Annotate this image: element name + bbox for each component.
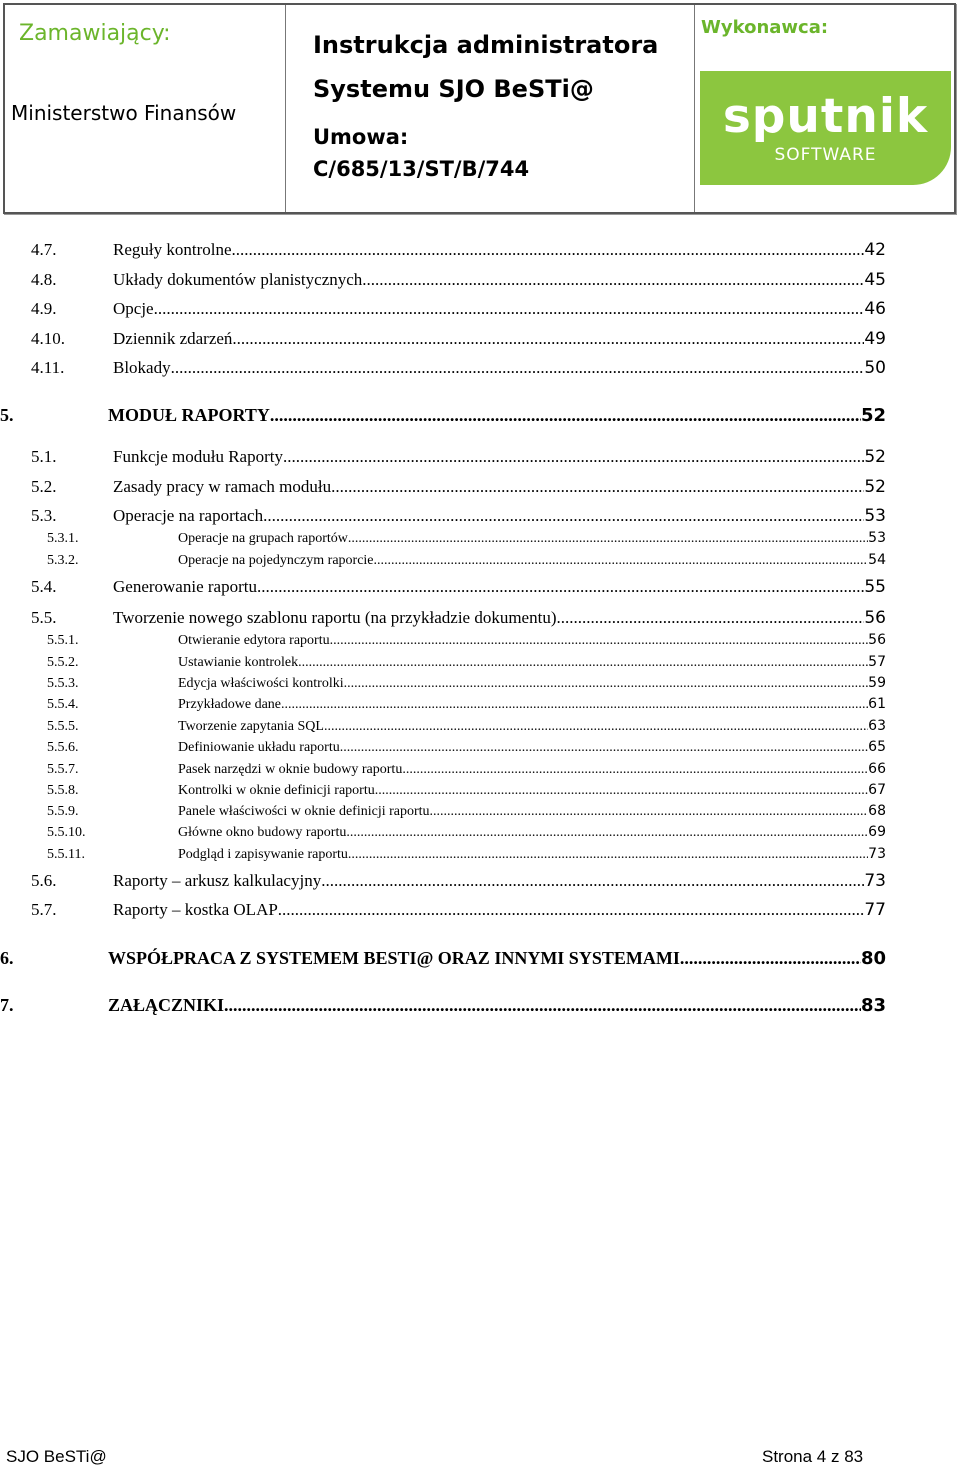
toc-entry[interactable]: 5.3. Operacje na raportach ..... 53 [31,506,886,526]
logo-wordmark: sputnik [722,89,929,144]
toc-entry[interactable]: 5.2. Zasady pracy w ramach modułu ..... 52 [31,477,886,497]
document-title-line1: Instrukcja administratora [313,31,659,59]
toc-subentry[interactable]: 5.5.8. Kontrolki w oknie definicji raportu ..... 67 [47,782,886,799]
toc-entry[interactable]: 4.7. Reguły kontrolne ..... 42 [31,240,886,260]
document-title-line2: Systemu SJO BeSTi@ [313,75,594,103]
footer-system-name: SJO BeSTi@ [6,1447,107,1466]
toc-subentry[interactable]: 5.3.1. Operacje na grupach raportów ..... 53 [47,530,886,547]
toc-subentry[interactable]: 5.5.5. Tworzenie zapytania SQL ..... 63 [47,718,886,735]
toc-entry[interactable]: 5.5. Tworzenie nowego szablonu raportu (na przykładzie dokumentu) ..... 56 [31,608,886,628]
toc-entry[interactable]: 5.1. Funkcje modułu Raporty ..... 52 [31,447,886,467]
client-name: Ministerstwo Finansów [11,101,237,125]
toc-entry[interactable]: 5.6. Raporty – arkusz kalkulacyjny ..... 73 [31,871,886,891]
document-cell [286,5,695,212]
toc-entry[interactable]: 4.11. Blokady ..... 50 [31,358,886,378]
client-cell [5,5,286,212]
client-label: Zamawiający: [19,21,171,46]
toc-subentry[interactable]: 5.5.4. Przykładowe dane ..... 61 [47,696,886,713]
contractor-label: Wykonawca: [701,17,829,38]
toc-subentry[interactable]: 5.5.1. Otwieranie edytora raportu ..... 56 [47,632,886,649]
toc-entry[interactable]: 5.4. Generowanie raportu ..... 55 [31,577,886,597]
toc-subentry[interactable]: 5.5.11. Podgląd i zapisywanie raportu ..... 73 [47,846,886,863]
toc-chapter[interactable]: 6. WSPÓŁPRACA Z SYSTEMEM BESTI@ ORAZ INNYMI SYSTEMAMI ..... 80 [0,948,886,969]
toc-subentry[interactable]: 5.5.3. Edycja właściwości kontrolki ..... 59 [47,675,886,692]
footer-page-number: Strona 4 z 83 [762,1447,864,1466]
toc-entry[interactable]: 4.8. Układy dokumentów planistycznych ..... 45 [31,270,886,290]
document-title [313,23,658,111]
toc-subentry[interactable]: 5.5.6. Definiowanie układu raportu ..... 65 [47,739,886,756]
toc-subentry[interactable]: 5.5.7. Pasek narzędzi w oknie budowy raportu ..... 66 [47,761,886,778]
toc-subentry[interactable]: 5.5.10. Główne okno budowy raportu ..... 69 [47,824,886,841]
contract-label: Umowa: [313,125,409,149]
contractor-cell [695,5,954,212]
contract-number: C/685/13/ST/B/744 [313,157,530,181]
toc-entry[interactable]: 4.9. Opcje ..... 46 [31,299,886,319]
page-header [3,3,956,214]
toc-subentry[interactable]: 5.3.2. Operacje na pojedynczym raporcie ..... 54 [47,552,886,569]
toc-subentry[interactable]: 5.5.9. Panele właściwości w oknie definicji raportu ..... 68 [47,803,886,820]
toc-subentry[interactable]: 5.5.2. Ustawianie kontrolek ..... 57 [47,654,886,671]
logo-subtitle: SOFTWARE [774,145,877,165]
toc-chapter[interactable]: 5. MODUŁ RAPORTY ..... 52 [0,405,886,426]
toc-entry[interactable]: 4.10. Dziennik zdarzeń ..... 49 [31,329,886,349]
sputnik-logo [700,71,951,185]
toc-entry[interactable]: 5.7. Raporty – kostka OLAP ..... 77 [31,900,886,920]
toc-chapter[interactable]: 7. ZAŁĄCZNIKI ..... 83 [0,995,886,1016]
